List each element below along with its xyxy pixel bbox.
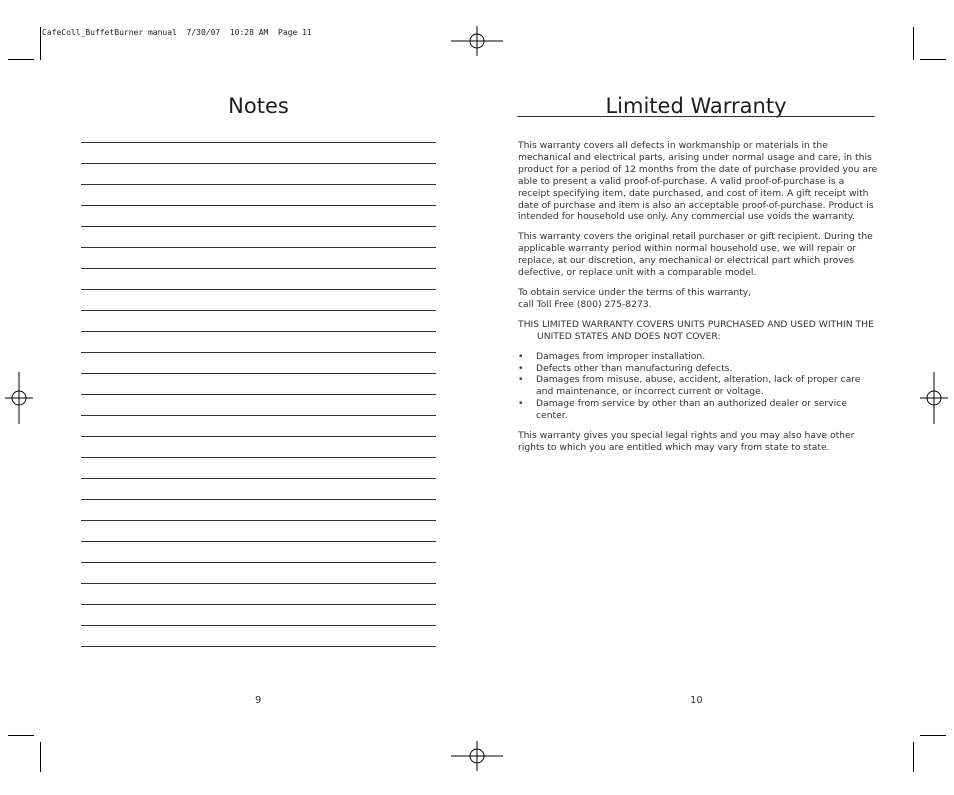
list-item: • Damages from misuse, abuse, accident, alteration, lack of proper care and maintenance, or incorrect current or voltage. <box>518 374 861 398</box>
warranty-body <box>518 140 878 462</box>
title-rule <box>517 116 875 117</box>
note-line <box>81 520 436 521</box>
note-line <box>81 226 436 227</box>
registration-mark-icon <box>451 26 503 56</box>
service-line: To obtain service under the terms of this warranty, <box>518 286 752 298</box>
note-line <box>81 247 436 248</box>
note-line <box>81 457 436 458</box>
warranty-closing: This warranty gives you special legal rights and you may also have other rights to which you are entitled which may vary from state to state. <box>518 430 855 453</box>
note-line <box>81 289 436 290</box>
list-item: • Defects other than manufacturing defects. <box>518 362 733 374</box>
warranty-paragraph-coverage: This warranty covers all defects in workmanship or materials in the mechanical and electrical parts, arising under normal usage and care, in this product for a period of 12 months from the date of purchase provided you are able to present a valid proof-of-purchase. A valid proof-of-purchase is a receipt specifying item, date purchased, and cost of item. A gift receipt with date of purchase and item is also an acceptable proof-of-purchase. Product is intended for household use only. Any commercial use voids the warranty. <box>518 140 878 223</box>
note-line <box>81 478 436 479</box>
crop-mark <box>40 742 41 772</box>
note-line <box>81 331 436 332</box>
registration-mark-icon <box>5 372 33 424</box>
note-line <box>81 205 436 206</box>
note-line <box>81 541 436 542</box>
crop-mark <box>8 59 34 60</box>
note-line <box>81 352 436 353</box>
note-line <box>81 163 436 164</box>
note-line <box>81 583 436 584</box>
warranty-title: Limited Warranty <box>605 94 787 118</box>
note-line <box>81 499 436 500</box>
toll-free-line: call Toll Free (800) 275-8273. <box>518 298 652 310</box>
note-line <box>81 268 436 269</box>
list-item: • Damages from improper installation. <box>518 350 706 362</box>
note-line <box>81 310 436 311</box>
note-line <box>81 562 436 563</box>
crop-mark <box>920 735 946 736</box>
crop-mark <box>40 27 41 60</box>
exclusions-list <box>518 351 878 422</box>
note-line <box>81 184 436 185</box>
exclusions-heading: THIS LIMITED WARRANTY COVERS UNITS PURCHASED AND USED WITHIN THE UNITED STATES AND DOES NOT COVER: <box>518 318 874 342</box>
warranty-paragraph-repair: This warranty covers the original retail purchaser or gift recipient. During the applicable warranty period within normal household use, we will repair or replace, at our discretion, any mechanical or electrical part which proves defective, or replace unit with a comparable model. <box>518 231 873 279</box>
bullet-icon: • <box>518 350 524 362</box>
warranty-service-info <box>518 287 878 311</box>
crop-mark <box>913 742 914 772</box>
page-number-left: 9 <box>255 695 262 706</box>
note-line <box>81 625 436 626</box>
bullet-icon: • <box>518 362 524 374</box>
print-slug: CafeColl_BuffetBurner manual 7/30/07 10:28 AM Page 11 <box>42 28 312 37</box>
crop-mark <box>920 59 946 60</box>
registration-mark-icon <box>451 741 503 771</box>
note-line <box>81 604 436 605</box>
notes-title: Notes <box>228 94 289 118</box>
note-line <box>81 394 436 395</box>
page-number-right: 10 <box>690 695 703 706</box>
crop-mark <box>8 735 34 736</box>
list-item: • Damage from service by other than an authorized dealer or service center. <box>518 398 847 422</box>
note-line <box>81 142 436 143</box>
note-line <box>81 373 436 374</box>
crop-mark <box>913 27 914 60</box>
bullet-icon: • <box>518 374 524 386</box>
note-line <box>81 415 436 416</box>
bullet-icon: • <box>518 398 524 410</box>
note-line <box>81 646 436 647</box>
registration-mark-icon <box>920 372 948 424</box>
note-line <box>81 436 436 437</box>
